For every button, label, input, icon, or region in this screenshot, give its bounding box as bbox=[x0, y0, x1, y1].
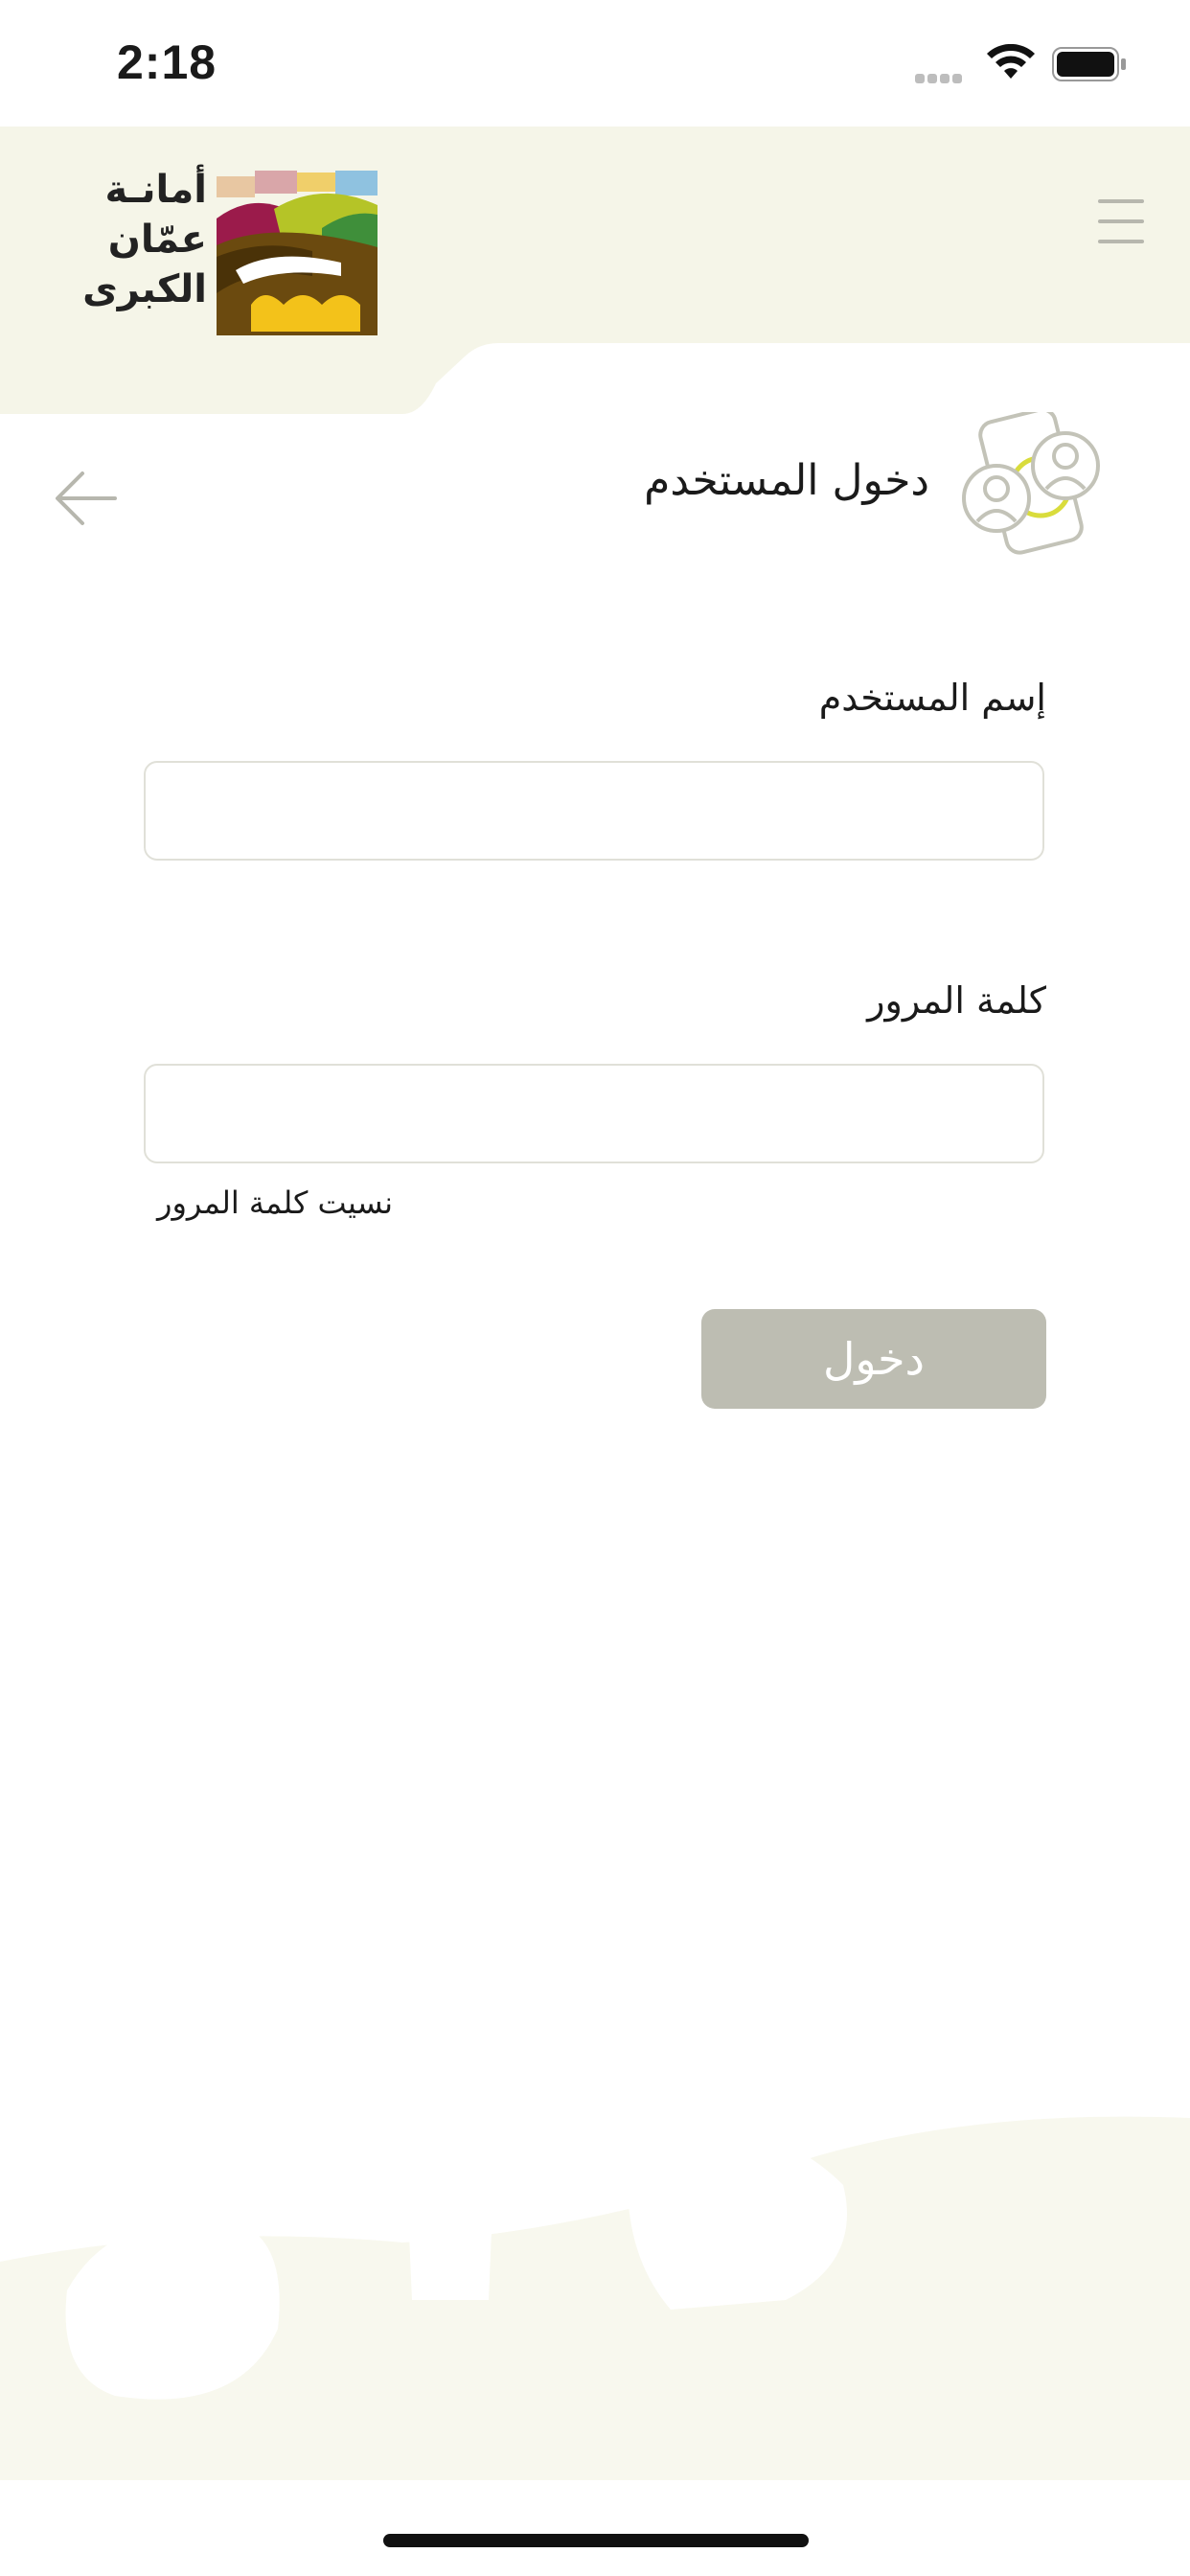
status-bar bbox=[0, 0, 1190, 126]
username-input[interactable] bbox=[144, 761, 1044, 861]
battery-icon bbox=[1051, 46, 1128, 84]
amman-watermark-graphic bbox=[0, 2012, 1190, 2480]
cellular-signal-icon bbox=[915, 69, 965, 87]
status-time: 2:18 bbox=[117, 35, 217, 89]
logo-emblem-icon bbox=[217, 171, 378, 335]
logo-text: أمانـة عمّان الكبرى bbox=[82, 168, 207, 311]
username-label: إسم المستخدم bbox=[818, 677, 1046, 719]
password-input[interactable] bbox=[144, 1064, 1044, 1163]
hamburger-menu-icon[interactable] bbox=[1098, 199, 1144, 249]
home-indicator bbox=[383, 2534, 809, 2547]
login-button[interactable]: دخول bbox=[701, 1309, 1046, 1409]
wifi-icon bbox=[985, 44, 1037, 82]
user-login-phone-icon bbox=[958, 412, 1111, 558]
page-title: دخول المستخدم bbox=[644, 456, 929, 505]
gam-logo bbox=[82, 165, 379, 337]
back-arrow-icon[interactable] bbox=[54, 468, 121, 529]
password-label: كلمة المرور bbox=[867, 979, 1046, 1022]
forgot-password-link[interactable]: نسيت كلمة المرور bbox=[157, 1184, 394, 1221]
